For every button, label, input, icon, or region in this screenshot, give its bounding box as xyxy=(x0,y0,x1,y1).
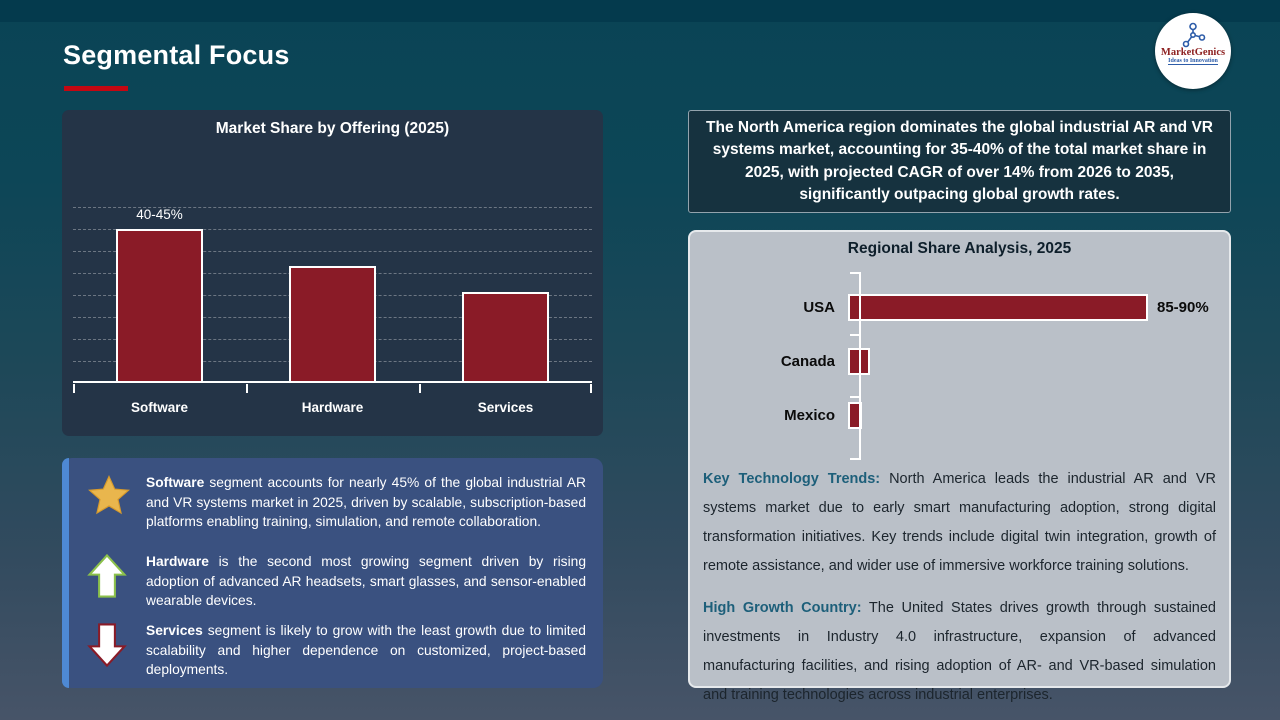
regional-panel xyxy=(688,230,1231,703)
insight-body: segment is likely to grow with the least growth due to limited scalability and higher dependence on customized, project-based deployments. xyxy=(146,623,586,677)
molecule-icon xyxy=(1178,22,1208,48)
insight-services xyxy=(86,621,586,680)
insight-body: is the second most growing segment driven by rising adoption of advanced AR headsets, smart glasses, and sensor-enabled wearable devices. xyxy=(146,554,586,608)
bar-column-hardware xyxy=(246,207,419,381)
offering-chart-panel xyxy=(62,110,603,436)
bar-software xyxy=(116,229,203,381)
insight-lead: Services xyxy=(146,623,203,638)
insight-software xyxy=(86,473,586,532)
region-label: Mexico xyxy=(784,406,835,424)
bar-value-label: 85-90% xyxy=(1157,298,1209,316)
data-label: 40-45% xyxy=(136,207,183,222)
growth-body: The United States drives growth through sustained investments in Industry 4.0 infrastructure, expansion of advanced manufacturing facilities, and rising adoption of AR- and VR-based simulation and training technologies across industrial enterprises. xyxy=(703,600,1216,703)
logo-tagline: Ideas to Innovation xyxy=(1168,58,1218,64)
insight-text xyxy=(146,621,586,680)
bar-usa xyxy=(848,294,1148,321)
bar-hardware xyxy=(289,266,376,381)
bar-column-services xyxy=(419,207,592,381)
offering-chart-title: Market Share by Offering (2025) xyxy=(215,120,450,137)
y-axis xyxy=(859,272,861,460)
insights-panel xyxy=(62,458,603,688)
insight-hardware xyxy=(86,552,586,611)
headline-box xyxy=(688,110,1231,213)
axis-tick xyxy=(850,458,859,460)
region-label: Canada xyxy=(780,352,835,370)
axis-tick xyxy=(850,272,859,274)
insight-lead: Hardware xyxy=(146,554,209,569)
trends-lead: Key Technology Trends: xyxy=(703,471,881,487)
offering-category-labels xyxy=(73,400,592,415)
bar-services xyxy=(462,292,549,381)
offering-x-axis-ticks xyxy=(73,384,592,393)
insight-lead: Software xyxy=(146,475,205,490)
panel-accent-bar xyxy=(62,458,69,688)
axis-tick xyxy=(73,384,75,393)
category-label-software: Software xyxy=(130,400,188,415)
regional-chart-title: Regional Share Analysis, 2025 xyxy=(847,240,1072,257)
axis-tick xyxy=(246,384,248,393)
region-row-usa xyxy=(690,280,1229,334)
region-label: USA xyxy=(803,298,835,316)
insight-text xyxy=(146,552,586,611)
growth-lead: High Growth Country: xyxy=(703,600,862,616)
star-icon xyxy=(86,473,132,532)
region-row-canada xyxy=(690,334,1229,388)
axis-tick xyxy=(850,334,859,336)
regional-chart xyxy=(690,280,1229,452)
logo-name: MarketGenics xyxy=(1160,47,1226,58)
logo xyxy=(1155,13,1231,89)
up-arrow-icon xyxy=(86,552,132,611)
category-label-hardware: Hardware xyxy=(301,400,364,415)
bar-column-software xyxy=(73,207,246,381)
trends-body: North America leads the industrial AR and VR systems market due to early smart manufacturing adoption, strong digital transformation initiatives. Key trends include digital twin integration, growth of remote assistance, and wider use of immersive workforce training solutions. xyxy=(703,471,1216,574)
axis-tick xyxy=(850,396,859,398)
top-bar xyxy=(0,0,1280,22)
insight-text xyxy=(146,473,586,532)
axis-tick xyxy=(590,384,592,393)
title-underline xyxy=(64,86,128,91)
growth-paragraph xyxy=(690,594,1229,710)
headline-text: The North America region dominates the global industrial AR and VR systems market, accounting for 35-40% of the total market share in 2025, with projected CAGR of over 14% from 2026 to 2035, significantly outpacing global growth rates. xyxy=(706,118,1213,203)
insight-body: segment accounts for nearly 45% of the global industrial AR and VR systems market in 2025, driven by scalable, subscription-based platforms enabling training, simulation, and remote collaboration. xyxy=(146,475,586,529)
offering-plot-area xyxy=(73,207,592,383)
trends-paragraph xyxy=(690,465,1229,581)
category-label-services: Services xyxy=(477,400,534,415)
down-arrow-icon xyxy=(86,621,132,680)
page-title: Segmental Focus xyxy=(63,40,290,70)
region-row-mexico xyxy=(690,388,1229,442)
axis-tick xyxy=(419,384,421,393)
